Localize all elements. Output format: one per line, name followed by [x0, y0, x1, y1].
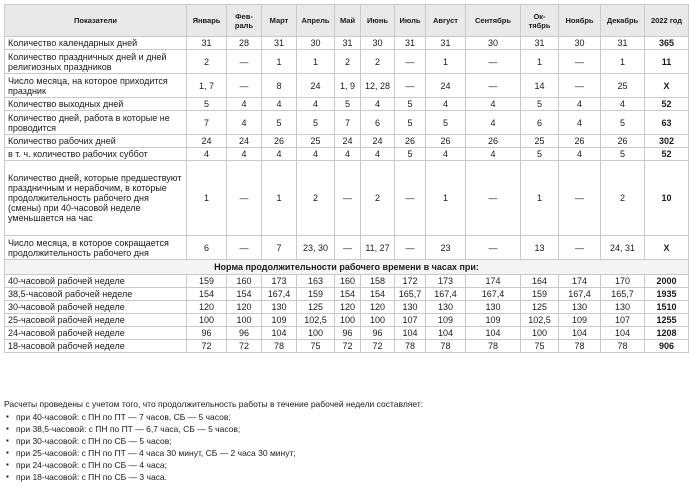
row-value: 25	[601, 74, 645, 98]
row-value: —	[227, 161, 262, 236]
norm-value: 96	[187, 327, 227, 340]
row-value: —	[466, 161, 521, 236]
section-title: Норма продолжительности рабочего времени в часах при:	[5, 260, 689, 275]
row-total: 365	[645, 37, 689, 50]
row-value: 1	[262, 50, 297, 74]
norm-value: 104	[395, 327, 426, 340]
table-row	[5, 236, 689, 260]
row-value: —	[395, 161, 426, 236]
row-value: 4	[227, 98, 262, 111]
section-row	[5, 260, 689, 275]
norm-label: 40-часовой рабочей неделе	[5, 275, 187, 288]
row-value: 31	[335, 37, 361, 50]
row-value: 30	[559, 37, 601, 50]
row-value: 1	[187, 161, 227, 236]
norm-value: 100	[187, 314, 227, 327]
row-value: 4	[559, 111, 601, 135]
row-value: 1	[521, 161, 559, 236]
row-value: —	[227, 50, 262, 74]
table-row	[5, 161, 689, 236]
row-value: 7	[335, 111, 361, 135]
norm-label: 25-часовой рабочей неделе	[5, 314, 187, 327]
header-month: Январь	[187, 5, 227, 37]
row-label: Количество рабочих дней	[5, 135, 187, 148]
row-value: 4	[426, 98, 466, 111]
norm-value: 104	[426, 327, 466, 340]
row-value: —	[335, 161, 361, 236]
row-value: 24	[335, 135, 361, 148]
row-value: —	[466, 236, 521, 260]
norm-value: 160	[335, 275, 361, 288]
norm-value: 154	[335, 288, 361, 301]
row-value: 4	[262, 148, 297, 161]
table-row	[5, 135, 689, 148]
norm-value: 102,5	[297, 314, 335, 327]
header-row	[5, 5, 689, 37]
row-value: —	[395, 50, 426, 74]
row-total: X	[645, 236, 689, 260]
row-value: 2	[361, 50, 395, 74]
row-value: 6	[521, 111, 559, 135]
notes-item: ▪ при 25-часовой: с ПН по ПТ — 4 часа 30 минут, СБ — 2 часа 30 минут;	[16, 447, 668, 459]
norm-value: 130	[262, 301, 297, 314]
row-value: 6	[187, 236, 227, 260]
row-value: —	[227, 74, 262, 98]
row-value: 7	[262, 236, 297, 260]
norm-value: 72	[335, 340, 361, 353]
norm-value: 120	[335, 301, 361, 314]
norm-value: 104	[262, 327, 297, 340]
row-value: 5	[335, 98, 361, 111]
row-value: 5	[521, 98, 559, 111]
norm-value: 100	[297, 327, 335, 340]
row-value: 4	[297, 148, 335, 161]
norm-value: 96	[361, 327, 395, 340]
norm-value: 130	[466, 301, 521, 314]
norm-value: 154	[187, 288, 227, 301]
row-value: 1, 9	[335, 74, 361, 98]
norm-value: 120	[187, 301, 227, 314]
row-value: 4	[262, 98, 297, 111]
header-month: Август	[426, 5, 466, 37]
header-month: Ноябрь	[559, 5, 601, 37]
row-label: в т. ч. количество рабочих суббот	[5, 148, 187, 161]
norm-value: 172	[395, 275, 426, 288]
row-value: 1	[521, 50, 559, 74]
norm-value: 102,5	[521, 314, 559, 327]
norm-value: 109	[559, 314, 601, 327]
norm-value: 120	[361, 301, 395, 314]
norm-value: 167,4	[262, 288, 297, 301]
norm-value: 174	[559, 275, 601, 288]
row-value: 31	[187, 37, 227, 50]
row-label: Количество выходных дней	[5, 98, 187, 111]
row-value: 5	[395, 148, 426, 161]
table-row	[5, 148, 689, 161]
row-value: —	[395, 236, 426, 260]
norm-label: 30-часовой рабочей неделе	[5, 301, 187, 314]
row-value: 2	[601, 161, 645, 236]
norm-value: 120	[227, 301, 262, 314]
norm-value: 109	[262, 314, 297, 327]
header-month: Март	[262, 5, 297, 37]
norm-value: 78	[601, 340, 645, 353]
norm-value: 75	[521, 340, 559, 353]
norm-row	[5, 340, 689, 353]
row-value: 5	[262, 111, 297, 135]
norm-value: 78	[426, 340, 466, 353]
row-value: 31	[426, 37, 466, 50]
header-month: Июль	[395, 5, 426, 37]
notes-intro: Расчеты проведены с учетом того, что продолжительность работы в течение рабочей недели составляет:	[4, 399, 424, 409]
row-value: 30	[466, 37, 521, 50]
row-value: 26	[426, 135, 466, 148]
norm-value: 109	[466, 314, 521, 327]
row-label: Количество календарных дней	[5, 37, 187, 50]
row-value: 6	[361, 111, 395, 135]
row-value: 4	[361, 98, 395, 111]
row-value: 5	[395, 98, 426, 111]
notes-item: ▪ при 24-часовой: с ПН по СБ — 4 часа;	[16, 459, 668, 471]
row-value: 5	[601, 148, 645, 161]
row-label: Количество праздничных дней и дней религиозных праздников	[5, 50, 187, 74]
norm-value: 167,4	[426, 288, 466, 301]
norm-value: 125	[297, 301, 335, 314]
norm-value: 104	[601, 327, 645, 340]
norm-value: 75	[297, 340, 335, 353]
row-value: 8	[262, 74, 297, 98]
header-month: Сентябрь	[466, 5, 521, 37]
row-label: Количество дней, которые предшествуют праздничным и нерабочим, в которые продолжительность рабочего дня (смены) при 40-часовой неделе уменьшается на час	[5, 161, 187, 236]
table-row	[5, 111, 689, 135]
notes-item: ▪ при 30-часовой: с ПН по СБ — 5 часов;	[16, 435, 668, 447]
row-value: 24	[297, 74, 335, 98]
row-value: 4	[361, 148, 395, 161]
row-value: 4	[426, 148, 466, 161]
row-value: 31	[521, 37, 559, 50]
norm-total: 1208	[645, 327, 689, 340]
norm-value: 100	[521, 327, 559, 340]
norm-row	[5, 288, 689, 301]
row-value: 14	[521, 74, 559, 98]
norm-total: 1510	[645, 301, 689, 314]
row-value: 5	[601, 111, 645, 135]
row-value: —	[335, 236, 361, 260]
norm-value: 159	[521, 288, 559, 301]
row-value: —	[559, 74, 601, 98]
row-label: Число месяца, на которое приходится праздник	[5, 74, 187, 98]
norm-value: 78	[395, 340, 426, 353]
row-value: 28	[227, 37, 262, 50]
norm-value: 130	[395, 301, 426, 314]
norm-value: 159	[297, 288, 335, 301]
row-value: 2	[187, 50, 227, 74]
row-value: 4	[297, 98, 335, 111]
row-label: Количество дней, работа в которые не проводится	[5, 111, 187, 135]
row-value: 25	[297, 135, 335, 148]
row-value: 31	[395, 37, 426, 50]
row-total: 52	[645, 148, 689, 161]
row-value: 31	[262, 37, 297, 50]
row-total: X	[645, 74, 689, 98]
row-value: 1	[426, 50, 466, 74]
row-value: 5	[521, 148, 559, 161]
norm-row	[5, 314, 689, 327]
norm-value: 109	[426, 314, 466, 327]
row-value: —	[559, 236, 601, 260]
header-indicator: Показатели	[5, 5, 187, 37]
norm-value: 100	[335, 314, 361, 327]
row-label: Число месяца, в которое сокращается продолжительность рабочего дня	[5, 236, 187, 260]
notes	[4, 398, 668, 483]
table-row	[5, 98, 689, 111]
norm-value: 158	[361, 275, 395, 288]
norm-value: 72	[361, 340, 395, 353]
notes-item: ▪ при 38,5-часовой: с ПН по ПТ — 6,7 часа, СБ — 5 часов;	[16, 423, 668, 435]
row-value: 24	[227, 135, 262, 148]
norm-value: 174	[466, 275, 521, 288]
table-row	[5, 37, 689, 50]
row-value: 4	[466, 148, 521, 161]
row-value: 5	[395, 111, 426, 135]
notes-item: ▪ при 18-часовой: с ПН по СБ — 3 часа.	[16, 471, 668, 483]
working-calendar-table	[4, 4, 689, 353]
row-value: 5	[297, 111, 335, 135]
row-value: 24	[426, 74, 466, 98]
norm-value: 173	[262, 275, 297, 288]
row-value: 4	[227, 111, 262, 135]
row-value: —	[466, 50, 521, 74]
row-value: 30	[297, 37, 335, 50]
row-value: 7	[187, 111, 227, 135]
row-value: 5	[187, 98, 227, 111]
norm-value: 165,7	[601, 288, 645, 301]
row-value: 2	[297, 161, 335, 236]
notes-item: ▪ при 40-часовой: с ПН по ПТ — 7 часов, СБ — 5 часов;	[16, 411, 668, 423]
row-value: 24	[187, 135, 227, 148]
row-value: 4	[187, 148, 227, 161]
norm-value: 100	[361, 314, 395, 327]
row-value: 26	[395, 135, 426, 148]
row-value: 4	[335, 148, 361, 161]
row-value: —	[559, 161, 601, 236]
norm-total: 906	[645, 340, 689, 353]
row-value: 1	[297, 50, 335, 74]
norm-value: 130	[601, 301, 645, 314]
norm-value: 96	[227, 327, 262, 340]
norm-total: 2000	[645, 275, 689, 288]
norm-value: 130	[426, 301, 466, 314]
row-value: 12, 28	[361, 74, 395, 98]
row-value: 4	[466, 98, 521, 111]
header-year: 2022 год	[645, 5, 689, 37]
row-value: 30	[361, 37, 395, 50]
header-month: Декабрь	[601, 5, 645, 37]
row-value: 26	[262, 135, 297, 148]
header-month: Май	[335, 5, 361, 37]
norm-value: 78	[559, 340, 601, 353]
norm-value: 130	[559, 301, 601, 314]
norm-total: 1255	[645, 314, 689, 327]
norm-value: 72	[227, 340, 262, 353]
row-value: 2	[361, 161, 395, 236]
row-value: 4	[601, 98, 645, 111]
row-total: 10	[645, 161, 689, 236]
norm-value: 154	[361, 288, 395, 301]
norm-value: 96	[335, 327, 361, 340]
norm-value: 107	[395, 314, 426, 327]
row-value: 31	[601, 37, 645, 50]
row-value: 11, 27	[361, 236, 395, 260]
header-month: Апрель	[297, 5, 335, 37]
table-row	[5, 74, 689, 98]
norm-value: 170	[601, 275, 645, 288]
header-month: Ок-тябрь	[521, 5, 559, 37]
row-total: 52	[645, 98, 689, 111]
norm-value: 78	[466, 340, 521, 353]
norm-value: 100	[227, 314, 262, 327]
norm-value: 125	[521, 301, 559, 314]
norm-value: 159	[187, 275, 227, 288]
norm-value: 164	[521, 275, 559, 288]
norm-row	[5, 275, 689, 288]
norm-value: 160	[227, 275, 262, 288]
row-value: 13	[521, 236, 559, 260]
norm-value: 78	[262, 340, 297, 353]
row-value: 26	[466, 135, 521, 148]
norm-row	[5, 327, 689, 340]
row-value: —	[559, 50, 601, 74]
row-value: 26	[559, 135, 601, 148]
row-value: 24, 31	[601, 236, 645, 260]
row-value: 26	[601, 135, 645, 148]
norm-value: 107	[601, 314, 645, 327]
row-value: 24	[361, 135, 395, 148]
norm-value: 173	[426, 275, 466, 288]
norm-value: 104	[559, 327, 601, 340]
row-value: 4	[559, 148, 601, 161]
header-month: Фев-раль	[227, 5, 262, 37]
row-value: 23, 30	[297, 236, 335, 260]
row-value: —	[395, 74, 426, 98]
row-value: —	[466, 74, 521, 98]
header-month: Июнь	[361, 5, 395, 37]
norm-value: 104	[466, 327, 521, 340]
row-value: 1	[426, 161, 466, 236]
row-value: 2	[335, 50, 361, 74]
row-value: 25	[521, 135, 559, 148]
norm-label: 24-часовой рабочей неделе	[5, 327, 187, 340]
row-value: 4	[466, 111, 521, 135]
row-value: 1	[601, 50, 645, 74]
norm-value: 167,4	[559, 288, 601, 301]
norm-row	[5, 301, 689, 314]
row-value: 23	[426, 236, 466, 260]
row-value: —	[227, 236, 262, 260]
norm-value: 72	[187, 340, 227, 353]
row-value: 4	[559, 98, 601, 111]
row-value: 1	[262, 161, 297, 236]
row-value: 4	[227, 148, 262, 161]
row-total: 302	[645, 135, 689, 148]
norm-value: 163	[297, 275, 335, 288]
row-value: 1, 7	[187, 74, 227, 98]
norm-value: 167,4	[466, 288, 521, 301]
norm-total: 1935	[645, 288, 689, 301]
notes-list	[4, 411, 668, 483]
row-total: 11	[645, 50, 689, 74]
norm-label: 38,5-часовой рабочей неделе	[5, 288, 187, 301]
row-total: 63	[645, 111, 689, 135]
norm-label: 18-часовой рабочей неделе	[5, 340, 187, 353]
norm-value: 154	[227, 288, 262, 301]
row-value: 5	[426, 111, 466, 135]
table-row	[5, 50, 689, 74]
norm-value: 165,7	[395, 288, 426, 301]
